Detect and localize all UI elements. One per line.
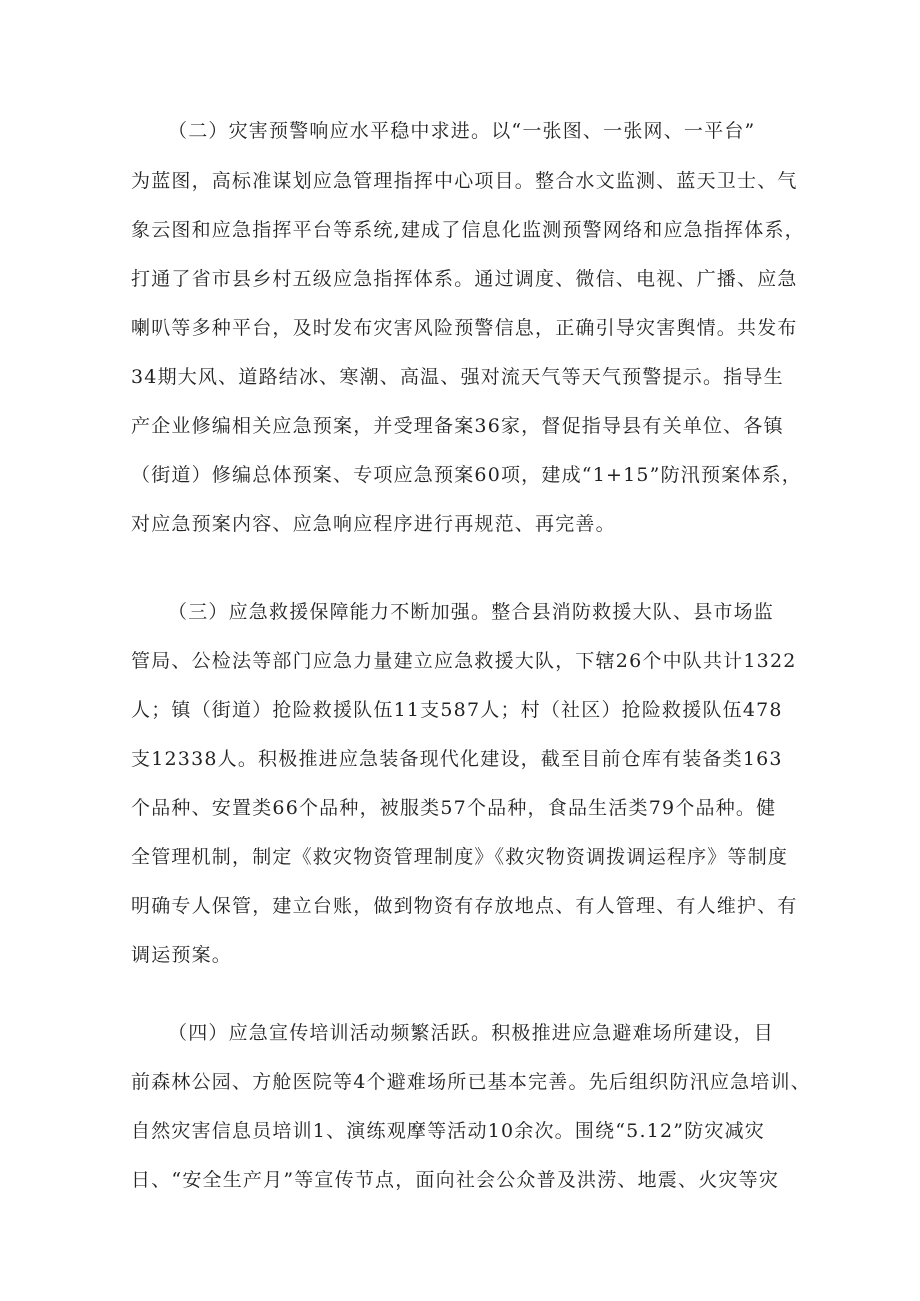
paragraph-4-line-1: （四）应急宣传培训活动频繁活跃。积极推进应急避难场所建设，目 [168,1022,775,1044]
paragraph-3-line-3: 人；镇（街道）抢险救援队伍11支587人；村（社区）抢险救援队伍478 [131,699,783,721]
paragraph-3-line-8: 调运预案。 [131,944,233,966]
paragraph-4-line-4: 日、“安全生产月”等宣传节点，面向社会公众普及洪涝、地震、火灾等灾 [131,1169,780,1191]
paragraph-2-line-6: 34期大风、道路结冰、寒潮、高温、强对流天气等天气预警提示。指导生 [131,366,784,388]
paragraph-3-line-6: 全管理机制，制定《救灾物资管理制度》《救灾物资调拨调运程序》等制度 [131,846,789,868]
paragraph-2-line-4: 打通了省市县乡村五级应急指挥体系。通过调度、微信、电视、广播、应急 [131,268,798,290]
paragraph-2-line-2: 为蓝图，高标准谋划应急管理指挥中心项目。整合水文监测、蓝天卫士、气 [131,170,798,192]
paragraph-3-line-1: （三）应急救援保障能力不断加强。整合县消防救援大队、县市场监 [168,601,775,623]
paragraph-3-line-2: 管局、公检法等部门应急力量建立应急救援大队，下辖26个中队共计1322 [131,650,797,672]
paragraph-3-line-7: 明确专人保管，建立台账，做到物资有存放地点、有人管理、有人维护、有 [131,895,798,917]
paragraph-2-line-8: （街道）修编总体预案、专项应急预案60项，建成“1+15”防汛预案体系， [131,464,802,486]
paragraph-2-line-1: （二）灾害预警响应水平稳中求进。以“一张图、一张网、一平台” [168,120,756,142]
paragraph-3-line-4: 支12338人。积极推进应急装备现代化建设，截至目前仓库有装备类163 [131,748,783,770]
paragraph-2-line-9: 对应急预案内容、应急响应程序进行再规范、再完善。 [131,513,616,535]
paragraph-2-line-3: 象云图和应急指挥平台等系统,建成了信息化监测预警网络和应急指挥体系， [131,219,805,241]
paragraph-4-line-2: 前森林公园、方舱医院等4个避难场所已基本完善。先后组织防汛应急培训、 [131,1071,811,1093]
paragraph-3-line-5: 个品种、安置类66个品种，被服类57个品种，食品生活类79个品种。健 [131,797,777,819]
paragraph-2-line-7: 产企业修编相关应急预案，并受理备案36家，督促指导县有关单位、各镇 [131,415,784,437]
paragraph-2-line-5: 喇叭等多种平台，及时发布灾害风险预警信息，正确引导灾害舆情。共发布 [131,317,798,339]
paragraph-4-line-3: 自然灾害信息员培训1、演练观摩等活动10余次。围绕“5.12”防灾减灾 [131,1120,765,1142]
